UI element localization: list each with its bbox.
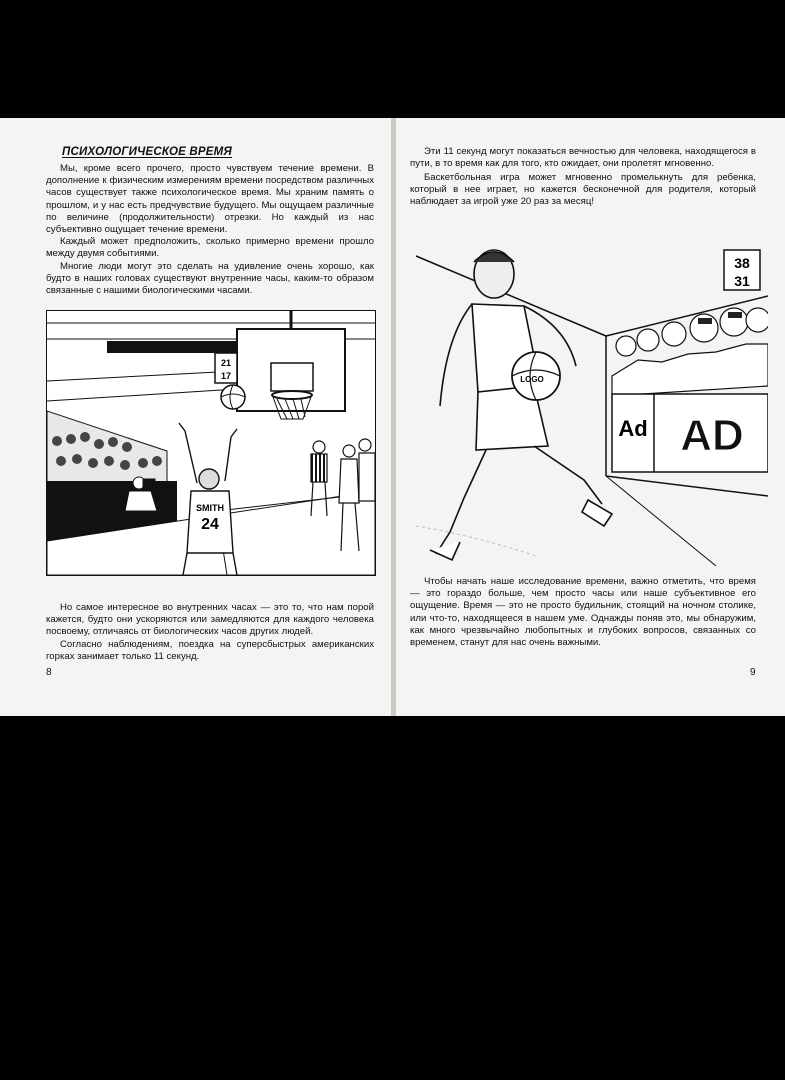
paragraph-7-text: Баскетбольная игра может мгновенно промелькнуть для ребенка, который в нее играет, но кажется бесконечной для родителя, который наблюдает за игрой уже 20 раз за месяц! bbox=[410, 172, 756, 208]
paragraph-7 bbox=[410, 172, 756, 209]
page-number-left: 8 bbox=[46, 667, 52, 678]
paragraph-4 bbox=[46, 602, 374, 639]
ball-logo: LOGO bbox=[520, 375, 544, 384]
left-page bbox=[0, 118, 391, 716]
basketball-free-throw-illustration bbox=[46, 310, 376, 576]
jersey-number: 24 bbox=[201, 516, 219, 533]
paragraph-6-text: Эти 11 секунд могут показаться вечностью для человека, находящегося в пути, в то время как для того, кто ожидает, они пролетят мгновенно. bbox=[410, 146, 756, 170]
paragraph-1 bbox=[46, 163, 374, 236]
section-heading: ПСИХОЛОГИЧЕСКОЕ ВРЕМЯ bbox=[62, 146, 232, 158]
ad-banner-small: Ad bbox=[618, 416, 648, 441]
scoreboard-top-score: 38 bbox=[734, 255, 750, 271]
paragraph-5-text: Согласно наблюдениям, поездка на суперсбыстрых американских горках занимает только 11 секунд. bbox=[46, 639, 374, 663]
paragraph-4-text: Но самое интересное во внутренних часах — это то, что нам порой кажется, будто они ускоряются или замедляются для каждого человека посвоему, отличаясь от биологических часов других людей. bbox=[46, 602, 374, 638]
basketball-dribble-illustration bbox=[416, 236, 768, 566]
paragraph-5 bbox=[46, 639, 374, 663]
paragraph-8 bbox=[410, 576, 756, 649]
paragraph-2 bbox=[46, 236, 374, 260]
scoreboard-top-score: 21 bbox=[220, 358, 232, 368]
paragraph-3 bbox=[46, 261, 374, 298]
paragraph-3-text: Многие люди могут это сделать на удивление очень хорошо, как будто в наших головах существуют внутренние часы, каким-то образом связанные с нашими биологическими часами. bbox=[46, 261, 374, 297]
jersey-name: SMITH bbox=[196, 503, 224, 513]
paragraph-1-text: Мы, кроме всего прочего, просто чувствуем течение времени. В дополнение к физическим измерениям времени посредством различных часов существует также психологическое время. Мы храним память о прошлом, и у нас есть предчувствие будущего. Мы ощущаем различные по величине (продолжительности) отрезки. Но каждый из нас субъективно ощущает течение времени. bbox=[46, 163, 374, 236]
paragraph-2-text: Каждый может предположить, сколько примерно времени прошло между двумя событиями. bbox=[46, 236, 374, 260]
page-number-right: 9 bbox=[750, 667, 756, 678]
scoreboard-bottom-score: 31 bbox=[734, 273, 750, 289]
paragraph-8-text: Чтобы начать наше исследование времени, важно отметить, что время — это гораздо больше, чем просто часы или наше субъективное его ощущение. Время — это не просто будильник, стоящий на ночном столике, или что-то, находящееся в нашем уме. Однажды поняв это, мы обнаружим, как много чрезвычайно любопытных и глубоких вопросов, связанных со временем, станут для нас очень важными. bbox=[410, 576, 756, 649]
ad-banner-large: AD bbox=[680, 411, 744, 460]
right-page bbox=[396, 118, 785, 716]
paragraph-6 bbox=[410, 146, 756, 170]
scoreboard-bottom-score: 17 bbox=[220, 371, 232, 381]
